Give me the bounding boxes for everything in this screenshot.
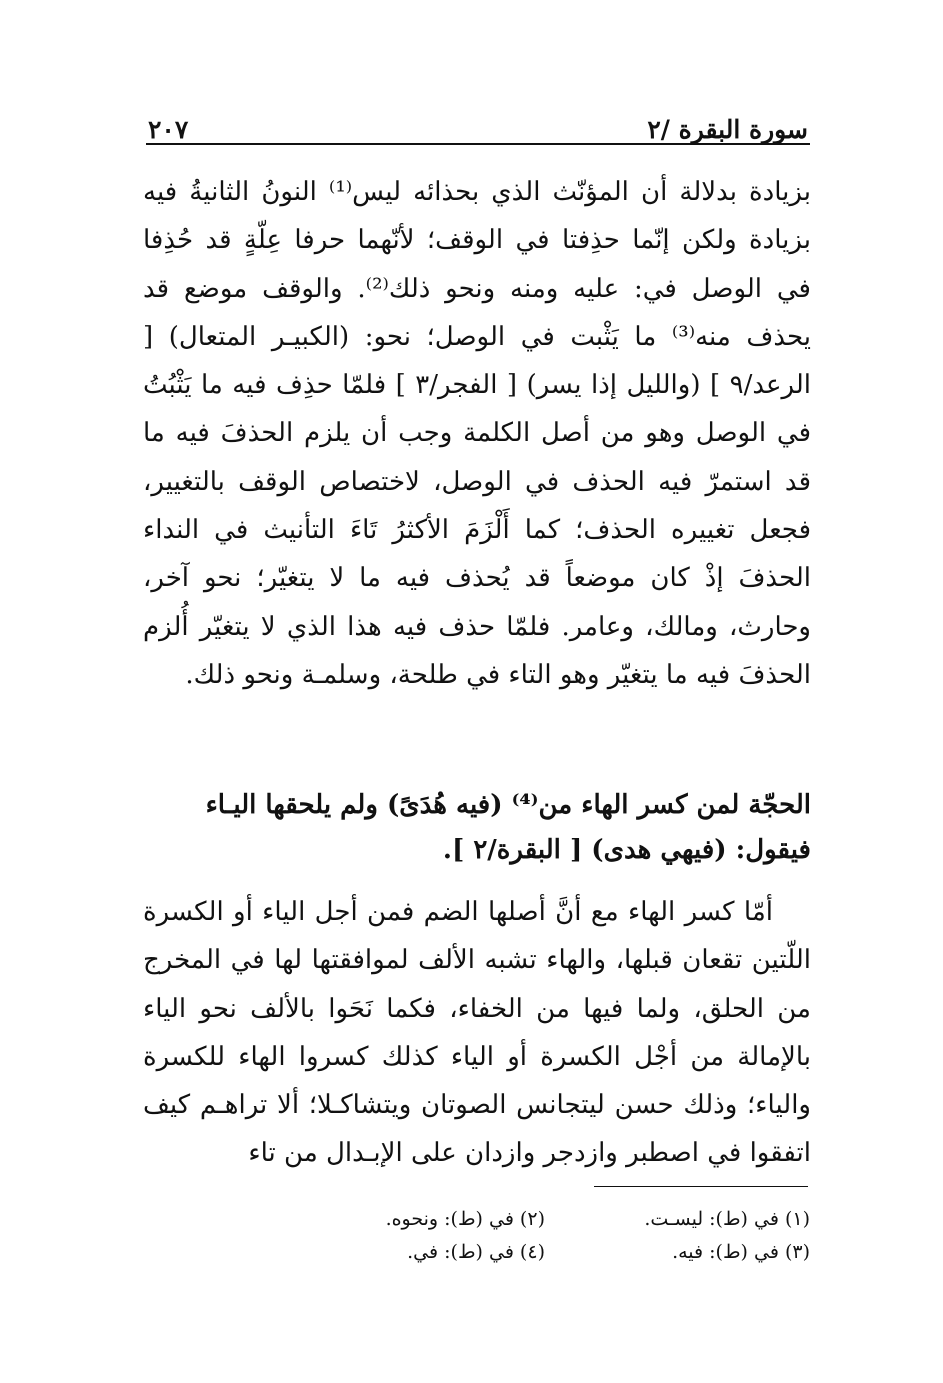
footnote-2: (٢) في (ط): ونحوه. bbox=[385, 1208, 545, 1230]
page-number: ٢٠٧ bbox=[148, 115, 189, 144]
footnote-1: (١) في (ط): ليسـت. bbox=[644, 1208, 810, 1230]
footnote-row bbox=[280, 1203, 810, 1236]
footnote-4: (٤) في (ط): في. bbox=[407, 1241, 545, 1263]
paragraph-2 bbox=[143, 888, 811, 1178]
section-heading: الحجّة لمن كسر الهاء من⁽⁴⁾ (فيه هُدَىً) ولم يلحقها اليـاء فيقول: (فيهي هدى) [ البقرة/٢ ]. bbox=[205, 790, 811, 865]
header-rule bbox=[146, 143, 810, 145]
paragraph-1: بزيادة بدلالة أن المؤنّث الذي بحذائه ليس⁽¹⁾ النونُ الثانيةُ فيه بزيادة ولكن إنّما حذِفتا في الوقف؛ لأنّهما حرفا عِلّةٍ قد حُذِفا في الوصل في: عليه ومنه ونحو ذلك⁽²⁾. والوقف موضع قد يحذف منه⁽³⁾ ما يَثْبت في الوصل؛ نحو: (الكبيـر المتعال) [ الرعد/٩ ] (والليل إذا يسر) [ الفجر/٣ ] فلمّا حذِف فيه ما يَثْبُتُ في الوصل وهو من أصل الكلمة وجب أن يلزم الحذفَ فيه ما قد استمرّ فيه الحذف في الوصل، لاختصاص الوقف بالتغيير، فجعل تغييره الحذف؛ كما أَلْزَمَ الأكثرُ تَاءَ التأنيث في النداء الحذفَ إذْ كان موضعاً قد يُحذف فيه ما لا يتغيّر؛ نحو آخر، وحارث، ومالك، وعامر. فلمّا حذف فيه هذا الذي لا يتغيّر أُلزم الحذفَ فيه ما يتغيّر وهو التاء في طلحة، وسلمـة ونحو ذلك. bbox=[143, 177, 812, 690]
footnotes bbox=[280, 1203, 810, 1269]
surah-title: سورة البقرة /٢ bbox=[647, 115, 808, 144]
footnote-rule bbox=[594, 1186, 808, 1187]
footnote-row bbox=[280, 1236, 810, 1269]
footnote-3: (٣) في (ط): فيه. bbox=[672, 1241, 810, 1263]
paragraph-2-text: أمّا كسر الهاء مع أنَّ أصلها الضم فمن أجل الياء أو الكسرة اللّتين تقعان قبلها، والهاء تشبه الألف لموافقتها لها في المخرج من الحلق، ولما فيها من الخفاء، فكما نَحَوا بالألف نحو الياء بالإمالة من أجْل الكسرة أو الياء كذلك كسروا الهاء للكسرة والياء؛ وذلك حسن ليتجانس الصوتان ويتشاكـلا؛ ألا تراهـم كيف اتفقوا في اصطبر وازدجر وازدان على الإبـدال من تاء bbox=[143, 897, 811, 1169]
running-header bbox=[148, 108, 808, 144]
